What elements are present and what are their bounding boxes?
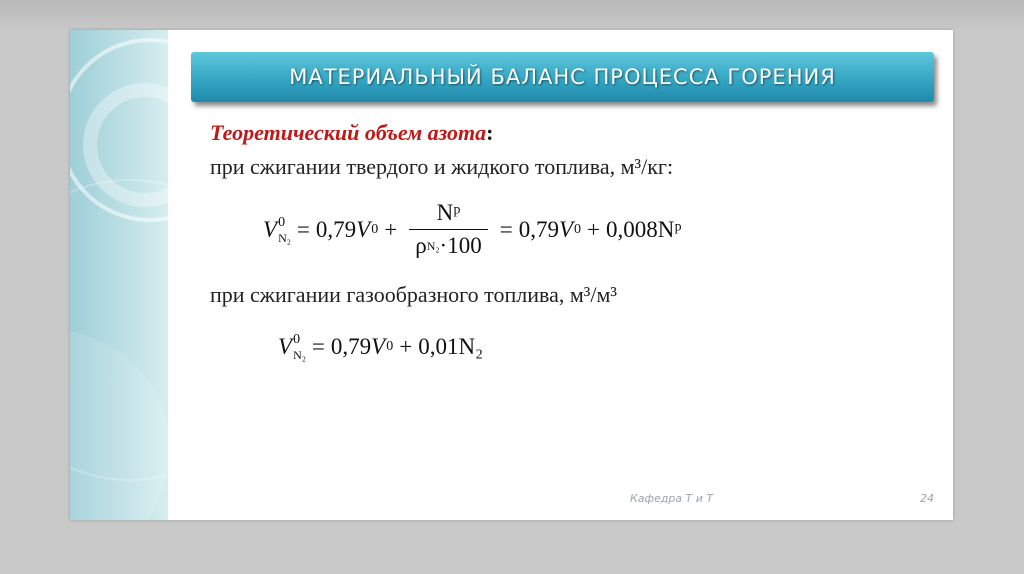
formula2-lhs-sub: N₂ <box>293 348 306 362</box>
page-number: 24 <box>920 492 934 505</box>
formula-gas <box>278 333 483 361</box>
decorative-circles <box>70 30 168 520</box>
formula2-term1-sup: 0 <box>386 339 394 354</box>
heading-text: Теоретический объем азота <box>210 120 487 145</box>
solid-liquid-fuel-line: при сжигании твердого и жидкого топлива, м³/кг: <box>210 154 674 179</box>
formula1-term1-sup: 0 <box>371 221 379 237</box>
slide <box>70 30 953 520</box>
formula1-term2-var: V <box>558 216 574 242</box>
footer-department: Кафедра Т и Т <box>630 492 714 505</box>
formula1-fraction <box>409 200 488 259</box>
fraction-denominator <box>409 229 488 259</box>
formula1-term1-var: V <box>356 216 371 242</box>
decorative-sidebar <box>70 30 168 520</box>
section-heading <box>210 120 493 146</box>
formula1-lhs-var: V <box>263 216 278 242</box>
fraction-den-rho: ρ <box>415 233 427 258</box>
formula2-eq: = <box>311 334 325 359</box>
formula1-plus1: + <box>384 216 398 242</box>
formula2-term2: 0,01N₂ <box>418 334 484 359</box>
formula2-term1: 0,79 <box>330 334 372 359</box>
slide-title: МАТЕРИАЛЬНЫЙ БАЛАНС ПРОЦЕССА ГОРЕНИЯ <box>289 65 836 89</box>
formula1-term2-sup: 0 <box>574 221 582 237</box>
fraction-den-rest: ·100 <box>439 233 482 258</box>
formula1-term3: 0,008Nᵖ <box>606 216 682 242</box>
formula1-lhs-sup: 0 <box>278 214 286 230</box>
formula2-lhs-sup: 0 <box>293 332 301 347</box>
formula1-term1: 0,79 <box>315 216 357 242</box>
formula1-eq1: = <box>296 216 310 242</box>
formula1-lhs-index <box>278 216 291 244</box>
fraction-numerator: Nᵖ <box>436 200 461 225</box>
fraction-den-sub: N₂ <box>426 238 440 253</box>
formula-solid-liquid <box>263 200 682 259</box>
background-top <box>0 0 1024 30</box>
formula1-term2: 0,79 <box>518 216 559 242</box>
gas-fuel-line: при сжигании газообразного топлива, м³/м³ <box>210 282 617 307</box>
formula1-lhs-sub: N₂ <box>278 230 291 245</box>
formula2-lhs-var: V <box>278 334 293 359</box>
formula2-term1-var: V <box>371 334 386 359</box>
formula2-lhs-index <box>293 333 306 361</box>
title-bar <box>191 52 934 102</box>
formula1-eq2: = <box>499 216 513 242</box>
formula2-plus: + <box>399 334 413 359</box>
heading-colon: : <box>486 120 494 145</box>
formula1-plus2: + <box>587 216 600 242</box>
